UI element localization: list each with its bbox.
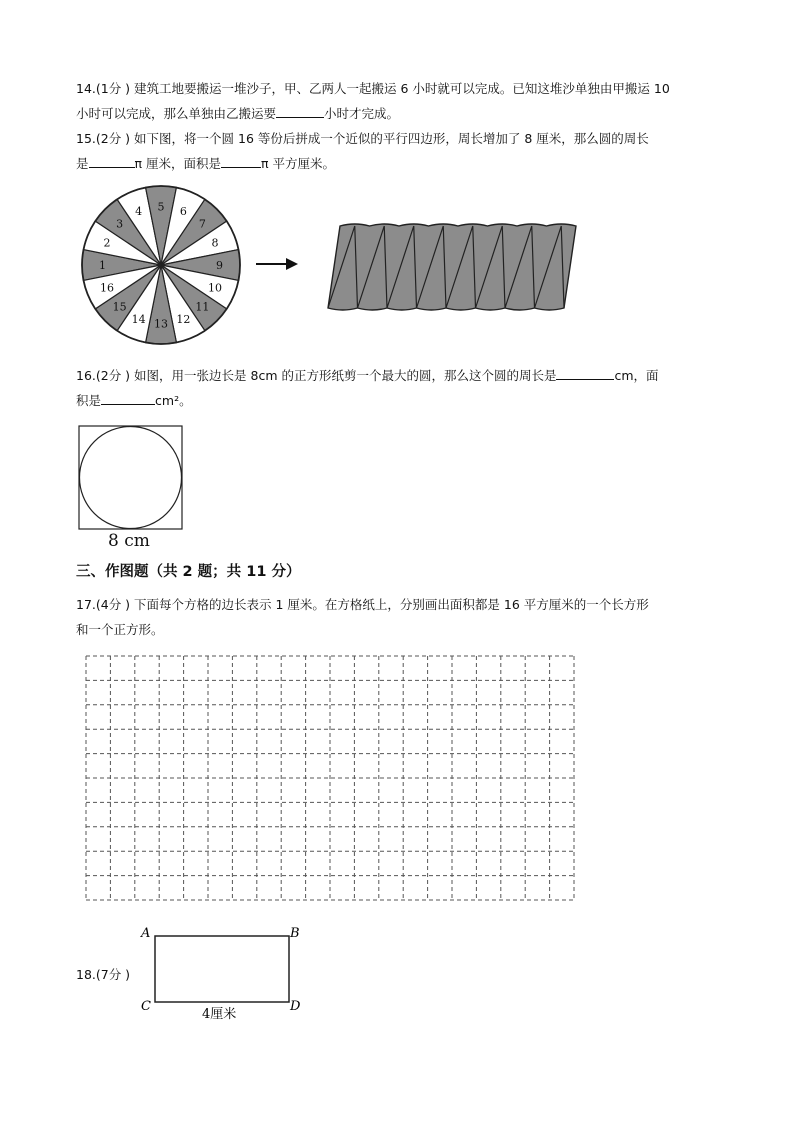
question-14-line-1: 14.(1分 ) 建筑工地要搬运一堆沙子，甲、乙两人一起搬运 6 小时就可以完成。已知这堆沙单独由甲搬运 10 [76,81,670,96]
vertex-b-label: B [290,926,300,941]
question-16-text: 16.(2分 ) 如图，用一张边长是 8cm 的正方形纸剪一个最大的圆，那么这个圆的周长是 [76,368,557,383]
parallelogram-shape [328,224,576,310]
sector-number-label: 5 [157,200,165,214]
arrow-icon [256,256,300,272]
question-15-line-2 [76,151,649,176]
answer-blank-circumference[interactable] [556,365,614,380]
question-18-label: 18.(7分 ) [76,967,131,982]
sector-number-label: 14 [131,313,146,327]
question-14-line-2 [76,101,670,126]
question-15-text: π 平方厘米。 [261,156,336,171]
question-15-text: 是 [76,156,89,171]
vertex-d-label: D [290,999,301,1014]
answer-blank-area[interactable] [221,153,261,168]
sector-number-label: 3 [116,217,124,231]
question-15-line-1: 15.(2分 ) 如下图，将一个圆 16 等份后拼成一个近似的平行四边形，周长增加了 8 厘米，那么圆的周长 [76,131,649,146]
question-15 [76,126,649,176]
sector-number-label: 1 [99,259,107,272]
question-16-text: cm²。 [155,393,192,408]
sector-number-label: 11 [195,300,210,314]
rectangle-abcd [155,936,289,1002]
question-17-line-1: 17.(4分 ) 下面每个方格的边长表示 1 厘米。在方格纸上，分别画出面积都是 16 平方厘米的一个长方形 [76,597,649,612]
sector-number-label: 6 [179,204,187,218]
sector-number-label: 16 [99,281,114,295]
vertex-c-label: C [141,999,151,1014]
question-14-text: 小时可以完成，那么单独由乙搬运要 [76,106,277,121]
answer-blank-circumference[interactable] [89,153,135,168]
answer-blank-area[interactable] [101,390,155,405]
question-15-text: π 厘米，面积是 [134,156,222,171]
square-circle-figure [78,425,184,531]
divided-circle-figure [79,183,244,348]
sector-number-label: 15 [112,300,127,314]
question-14-text-end: 小时才完成。 [324,106,400,121]
grid-paper[interactable] [85,655,575,901]
sector-number-label: 10 [208,281,223,295]
question-16 [76,363,659,413]
question-16-line-1 [76,363,659,388]
question-17 [76,592,649,642]
answer-blank[interactable] [276,103,324,118]
question-16-line-2 [76,388,659,413]
sector-number-label: 9 [215,259,223,272]
vertex-a-label: A [141,926,151,941]
square-side-label: 8 cm [108,531,150,551]
question-17-line-2: 和一个正方形。 [76,622,164,637]
sector-number-label: 13 [154,317,168,331]
rectangle-abcd-figure [138,922,308,1032]
sector-number-label: 12 [176,313,191,327]
sector-number-label: 4 [135,204,143,218]
bottom-side-label: 4厘米 [202,1007,237,1022]
sector-number-label: 8 [211,236,219,250]
question-14 [76,76,670,126]
question-16-text: cm，面 [614,368,659,383]
inscribed-circle [80,427,182,529]
sector-number-label: 7 [198,217,206,231]
sector-number-label: 2 [103,236,111,250]
section-title: 三、作图题（共 2 题；共 11 分） [76,564,301,580]
parallelogram-figure [326,218,590,314]
question-16-text: 积是 [76,393,102,408]
